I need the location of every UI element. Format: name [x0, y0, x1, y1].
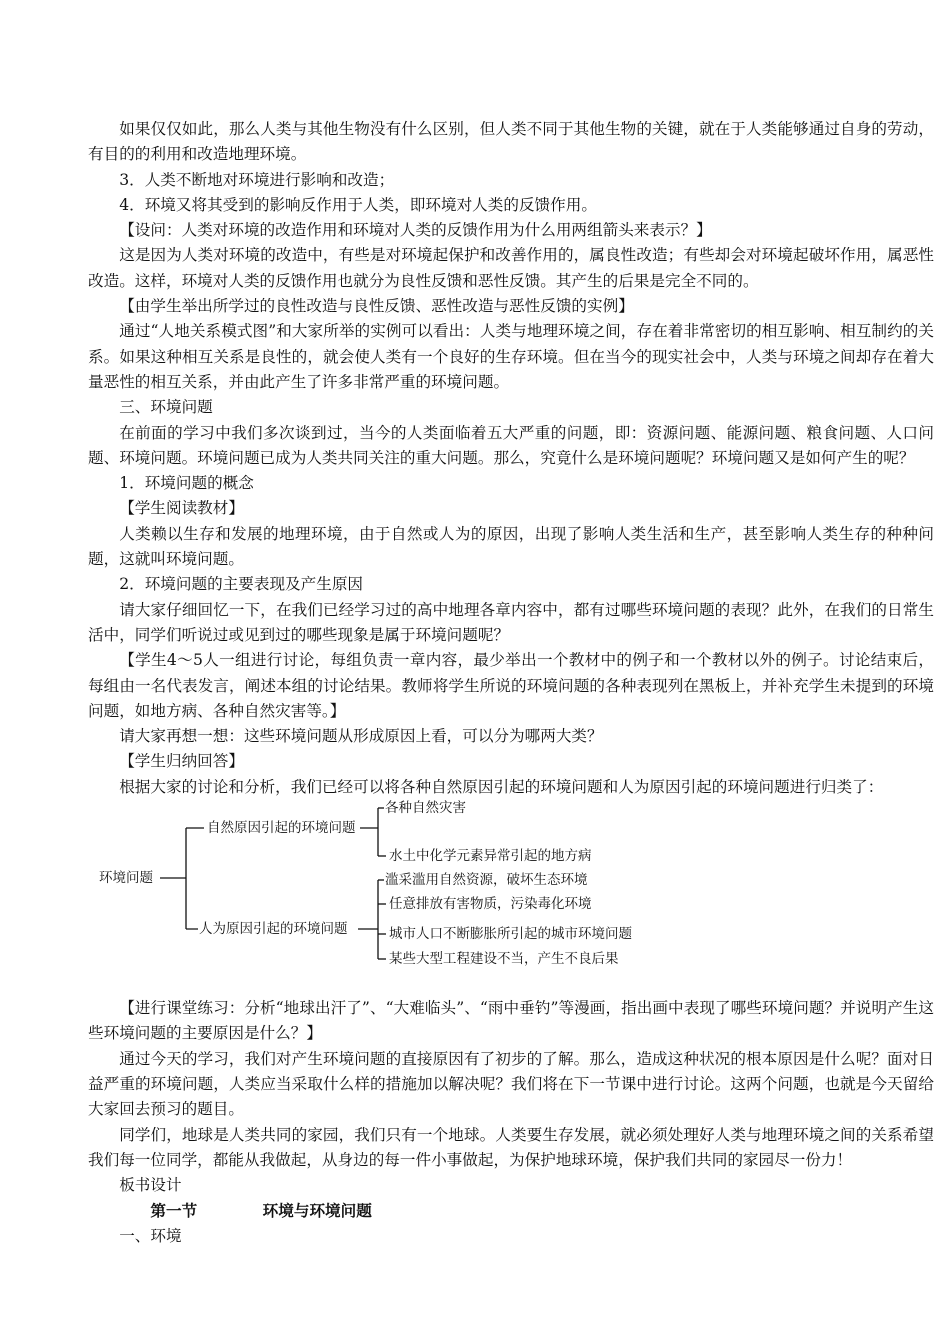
paragraph: 如果仅仅如此，那么人类与其他生物没有什么区别，但人类不同于其他生物的关键，就在于人类能够通过自身的劳动，有目的的利用和改造地理环境。	[88, 120, 934, 164]
diagram-root-label: 环境问题	[99, 870, 153, 887]
board-section-title: 环境与环境问题	[262, 1201, 372, 1221]
paragraph: 请大家仔细回忆一下，在我们已经学习过的高中地理各章内容中，都有过哪些环境问题的表现？此外，在我们的日常生活中，同学们听说过或见到过的哪些现象是属于环境问题呢？	[88, 600, 934, 644]
body-text-bottom	[88, 996, 934, 1249]
board-section-number: 第一节	[150, 1201, 198, 1221]
paragraph: 人类赖以生存和发展的地理环境，由于自然或人为的原因，出现了影响人类生活和生产，甚至影响人类生存的种种问题，这就叫环境问题。	[88, 524, 934, 569]
board-section-heading	[88, 1198, 934, 1223]
diagram-leaf: 滥采滥用自然资源，破坏生态环境	[385, 872, 588, 889]
body-text-top	[88, 117, 934, 800]
diagram-leaf: 各种自然灾害	[385, 800, 466, 817]
diagram-leaf: 某些大型工程建设不当，产生不良后果	[389, 951, 619, 968]
paragraph: 【学生阅读教材】	[119, 499, 244, 518]
paragraph: 【进行课堂练习：分析“地球出汗了”、“大难临头”、“雨中垂钓”等漫画，指出画中表现了哪些环境问题？并说明产生这些环境问题的主要原因是什么？】	[88, 999, 934, 1043]
board-design-label: 板书设计	[119, 1176, 182, 1195]
diagram-branch-human: 人为原因引起的环境问题	[199, 921, 348, 938]
diagram-leaf: 水土中化学元素异常引起的地方病	[389, 848, 592, 865]
paragraph: 请大家再想一想：这些环境问题从形成原因上看，可以分为哪两大类？	[119, 727, 603, 746]
paragraph: 同学们，地球是人类共同的家园，我们只有一个地球。人类要生存发展，就必须处理好人类与地理环境之间的关系希望我们每一位同学，都能从我做起，从身边的每一件小事做起，为保护地球环境，保护我们共同的家园尽一份力！	[88, 1125, 934, 1169]
subheading: 1．环境问题的概念	[119, 474, 254, 493]
paragraph: 【由学生举出所学过的良性改造与良性反馈、恶性改造与恶性反馈的实例】	[119, 297, 634, 316]
paragraph: 这是因为人类对环境的改造中，有些是对环境起保护和改善作用的，属良性改造；有些却会对环境起破坏作用，属恶性改造。这样，环境对人类的反馈作用也就分为良性反馈和恶性反馈。其产生的后果是完全不同的。	[88, 246, 934, 290]
paragraph: 【学生归纳回答】	[119, 752, 244, 771]
paragraph: 通过今天的学习，我们对产生环境问题的直接原因有了初步的了解。那么，造成这种状况的根本原因是什么呢？面对日益严重的环境问题，人类应当采取什么样的措施加以解决呢？我们将在下一节课中进行讨论。这两个问题，也就是今天留给大家回去预习的题目。	[88, 1049, 934, 1119]
subheading: 2．环境问题的主要表现及产生原因	[119, 575, 364, 594]
diagram-branch-natural: 自然原因引起的环境问题	[207, 820, 356, 837]
paragraph: 【学生4～5人一组进行讨论，每组负责一章内容，最少举出一个教材中的例子和一个教材以外的例子。讨论结束后，每组由一名代表发言，阐述本组的讨论结果。教师将学生所说的环境问题的各种表现列在黑板上，并补充学生未提到的环境问题，如地方病、各种自然灾害等。】	[88, 651, 934, 720]
paragraph: 4．环境又将其受到的影响反作用于人类，即环境对人类的反馈作用。	[119, 195, 597, 214]
paragraph: 在前面的学习中我们多次谈到过，当今的人类面临着五大严重的问题，即：资源问题、能源问题、粮食问题、人口问题、环境问题。环境问题已成为人类共同关注的重大问题。那么，究竟什么是环境问题呢？环境问题又是如何产生的呢？	[88, 423, 934, 467]
board-subheading: 一、环境	[119, 1226, 182, 1245]
diagram-leaf: 城市人口不断膨胀所引起的城市环境问题	[389, 926, 632, 943]
paragraph: 【设问：人类对环境的改造作用和环境对人类的反馈作用为什么用两组箭头来表示？】	[119, 221, 712, 240]
diagram-leaf: 任意排放有害物质，污染毒化环境	[389, 896, 592, 913]
document-page	[88, 117, 934, 1249]
paragraph: 3．人类不断地对环境进行影响和改造；	[119, 170, 395, 189]
environment-problem-tree-diagram	[88, 802, 934, 992]
paragraph: 通过“人地关系模式图”和大家所举的实例可以看出：人类与地理环境之间，存在着非常密切的相互影响、相互制约的关系。如果这种相互关系是良性的，就会使人类有一个良好的生存环境。但在当今的现实社会中，人类与环境之间却存在着大量恶性的相互关系，并由此产生了许多非常严重的环境问题。	[88, 322, 934, 391]
paragraph: 根据大家的讨论和分析，我们已经可以将各种自然原因引起的环境问题和人为原因引起的环境问题进行归类了：	[119, 777, 884, 796]
section-heading: 三、环境问题	[119, 398, 213, 417]
